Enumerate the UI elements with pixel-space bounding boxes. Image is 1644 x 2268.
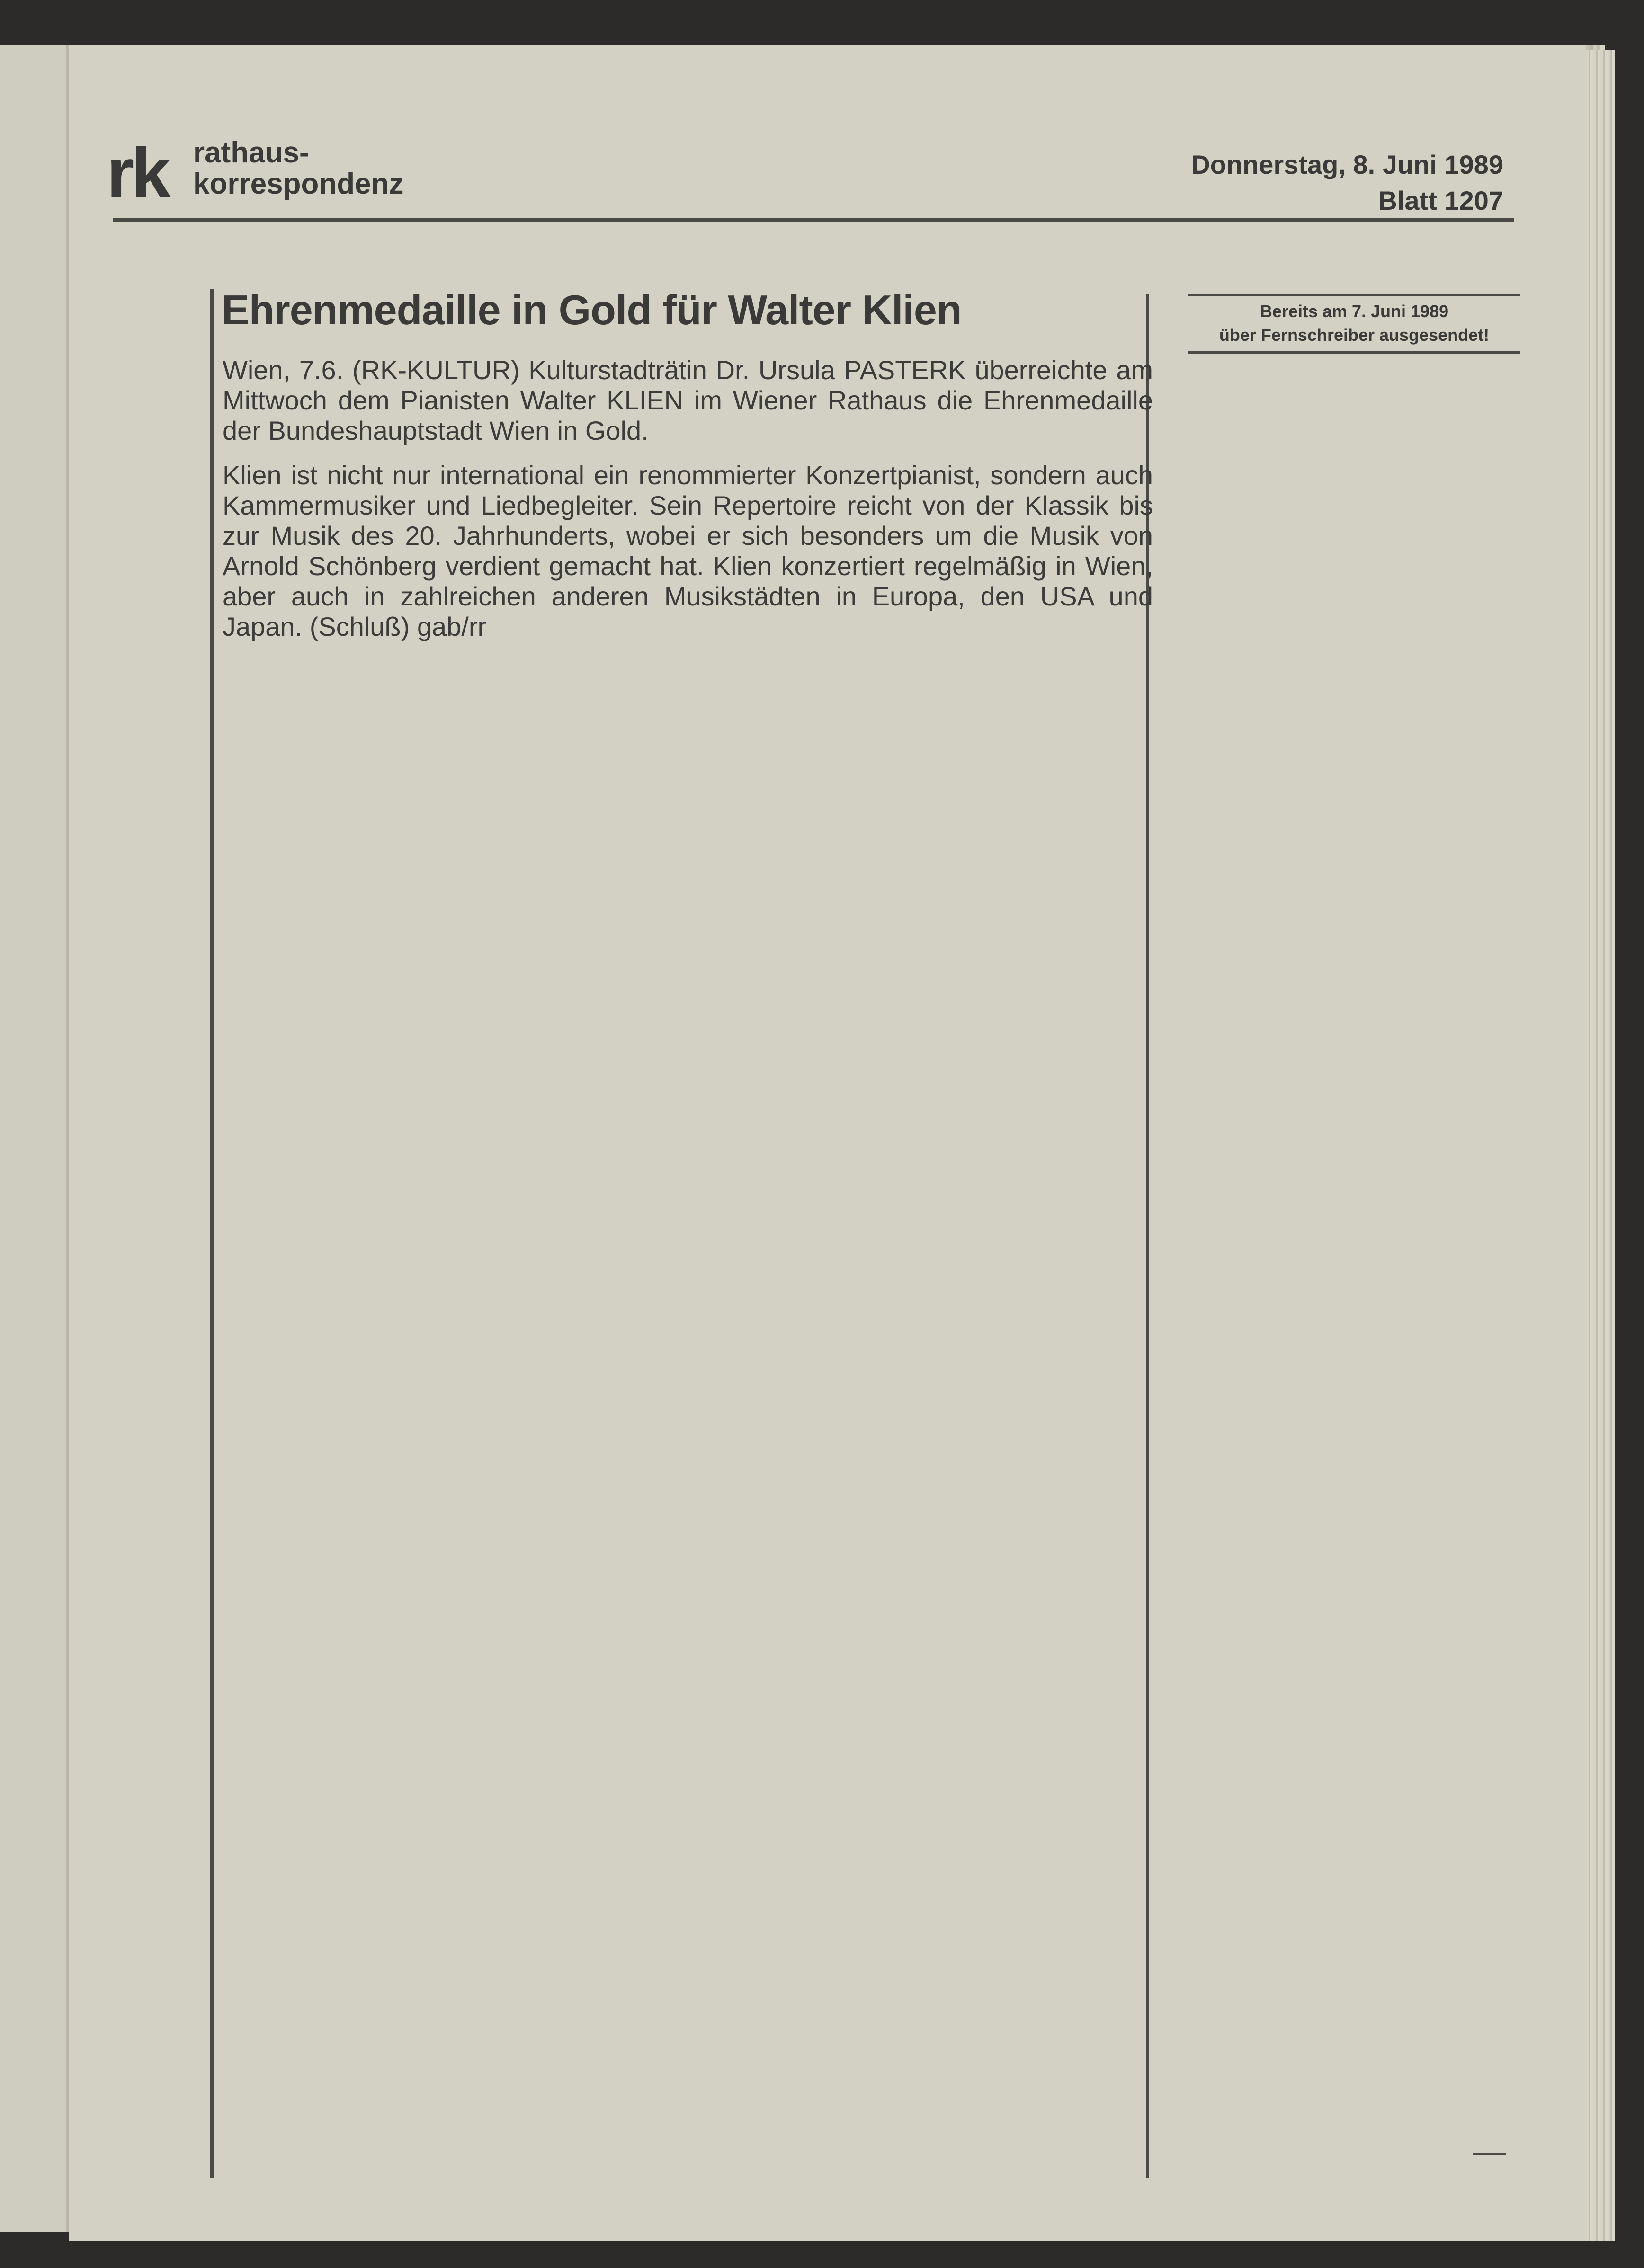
notice-line-2: über Fernschreiber ausgesendet! [1219,325,1490,345]
notice-rule-bottom [1188,351,1520,354]
logo-line-2: korrespondenz [193,168,404,200]
article-headline: Ehrenmedaille in Gold für Walter Klien [222,286,962,333]
facing-page-edge [0,45,69,2232]
rk-logo-mark: rk [107,133,168,213]
column-rule-left [210,289,214,2178]
header-divider [113,218,1514,222]
telex-notice [1188,300,1520,347]
notice-rule-top [1188,294,1520,296]
logo-line-1: rathaus- [193,136,309,169]
article-body [223,355,1153,656]
footer-dash [1473,2153,1506,2155]
notice-line-1: Bereits am 7. Juni 1989 [1260,302,1449,321]
rk-logo-text [193,137,403,200]
header-dateline [1191,147,1503,219]
article-paragraph-2: Klien ist nicht nur international ein renommierter Konzertpianist, sondern auch Kammermusiker und Liedbegleiter. Sein Repertoire reicht von der Klassik bis zur Musik des 20. Jahrhunderts, wobei er sich besonders um die Musik von Arnold Schönberg verdient gemacht hat. Klien konzertiert regelmäßig in Wien, aber auch in zahlreichen anderen Musikstädten in Europa, den USA und Japan. (Schluß) gab/rr [223,460,1153,641]
page-stack-edge [1586,50,1615,2241]
issue-date: Donnerstag, 8. Juni 1989 [1191,150,1503,179]
article-paragraph-1: Wien, 7.6. (RK-KULTUR) Kulturstadträtin Dr. Ursula PASTERK überreichte am Mittwoch dem Pianisten Walter KLIEN im Wiener Rathaus die Ehrenmedaille der Bundeshauptstadt Wien in Gold. [223,355,1153,445]
sheet-number: Blatt 1207 [1378,186,1503,215]
